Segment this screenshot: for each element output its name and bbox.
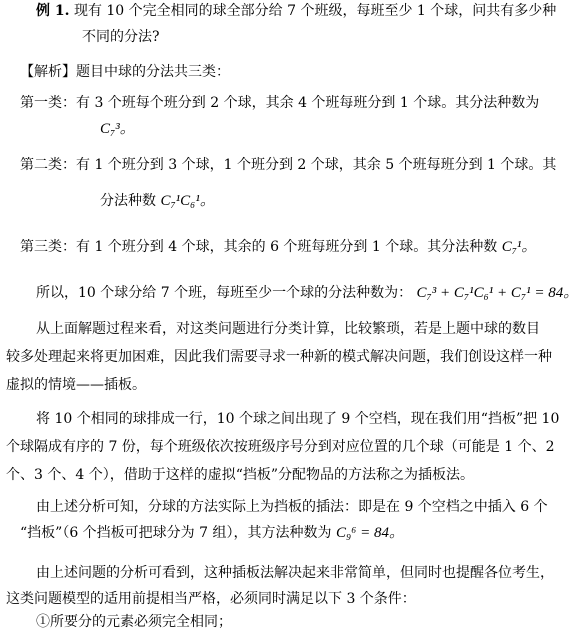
paragraph4-line2: 这类问题模型的适用前提相当严格，必须同时满足以下 3 个条件：	[6, 591, 416, 607]
paragraph3-line2	[20, 526, 404, 541]
case2-text-line1: 第二类：有 1 个班分到 3 个球，1 个班分到 2 个球，其余 5 个班每班分到 1 个球。其	[20, 157, 557, 173]
example-question-line2: 不同的分法?	[82, 29, 160, 45]
case2-formula: C₇¹C₆¹。	[160, 193, 215, 209]
case3-text: 第三类：有 1 个班分到 4 个球，其余的 6 个班每班分到 1 个球。其分法种数	[20, 239, 498, 255]
case1-formula: C₇³。	[100, 121, 135, 137]
total-text: 所以，10 个球分给 7 个班，每班至少一个球的分法种数为：	[36, 285, 413, 301]
case3-line	[20, 240, 536, 255]
case1-text: 第一类：有 3 个班每个班分到 2 个球，其余 4 个班每班分到 1 个球。其分法种数为	[20, 95, 540, 111]
paragraph3-line1: 由上述分析可知，分球的方法实际上为挡板的插法：即是在 9 个空档之中插入 6 个	[36, 499, 548, 515]
condition1: ①所要分的元素必须完全相同；	[36, 614, 232, 630]
paragraph1-line1: 从上面解题过程来看，对这类问题进行分类计算，比较繁琐，若是上题中球的数目	[36, 321, 540, 337]
example-header	[36, 4, 556, 18]
paragraph2-line3: 个、3 个、4 个），借助于这样的虚拟“挡板”分配物品的方法称之为插板法。	[6, 467, 475, 483]
total-line	[36, 286, 578, 301]
case3-formula: C₇¹。	[501, 239, 537, 255]
analysis-intro: 【解析】题目中球的分法共三类：	[20, 64, 230, 80]
paragraph2-line1: 将 10 个相同的球排成一行，10 个球之间出现了 9 个空档，现在我们用“挡板”把 10	[36, 411, 560, 427]
case2-text2: 分法种数	[100, 193, 156, 209]
paragraph3-formula: C₉⁶ = 84。	[335, 525, 404, 541]
example-question-line1: 现有 10 个完全相同的球全部分给 7 个班级，每班至少 1 个球，问共有多少种	[73, 3, 557, 19]
case2-text-line2	[100, 194, 215, 209]
paragraph1-line2: 较多处理起来将更加困难，因此我们需要寻求一种新的模式解决问题，我们创设这样一种	[6, 349, 552, 365]
paragraph2-line2: 个球隔成有序的 7 份，每个班级依次按班级序号分到对应位置的几个球（可能是 1 个、2	[6, 439, 555, 455]
example-label: 例 1.	[36, 3, 70, 19]
total-formula: C₇³ + C₇¹C₆¹ + C₇¹ = 84。	[416, 285, 578, 301]
paragraph1-line3: 虚拟的情境——插板。	[6, 377, 146, 393]
paragraph3-text: “挡板”（6 个挡板可把球分为 7 组），其方法种数为	[20, 525, 332, 541]
paragraph4-line1: 由上述问题的分析可看到，这种插板法解决起来非常简单，但同时也提醒各位考生，	[36, 565, 554, 581]
